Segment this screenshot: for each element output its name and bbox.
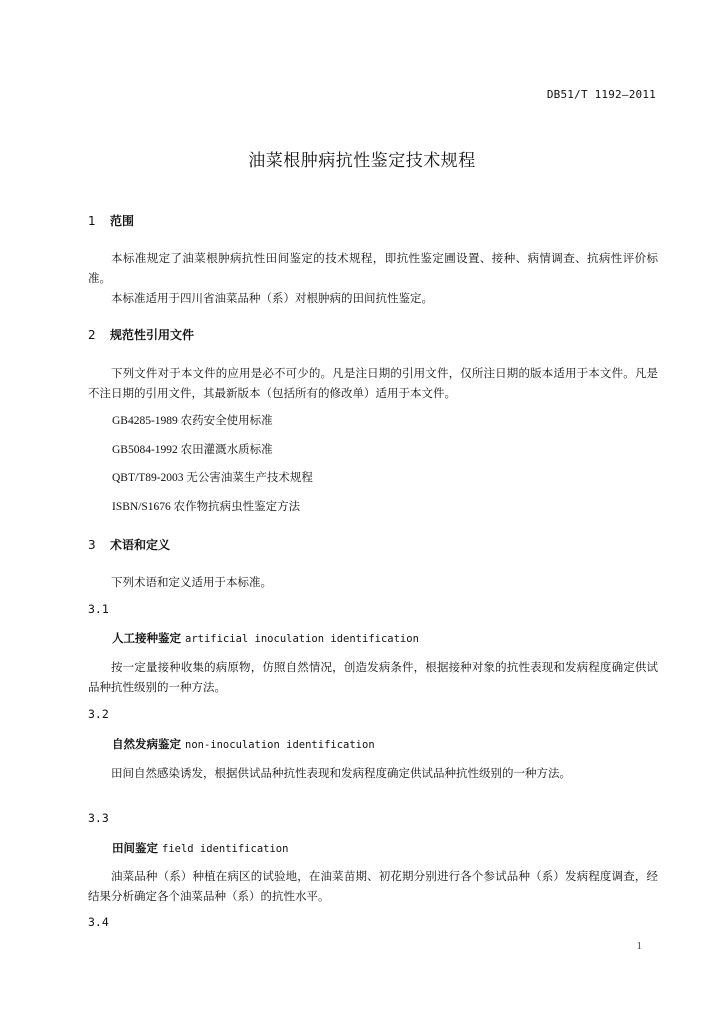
normative-references-paragraph: 下列文件对于本文件的应用是必不可少的。凡是注日期的引用文件，仅所注日期的版本适用于本文件。凡是不注日期的引用文件，其最新版本（包括所有的修改单）适用于本文件。 [88,366,658,400]
term-english: non-inoculation identification [185,739,375,751]
reference-item: GB5084-1992 农田灌溉水质标准 [112,444,273,456]
scope-paragraph-1: 本标准规定了油菜根肿病抗性田间鉴定的技术规程，即抗性鉴定圃设置、接种、病情调查、抗病性评价标准。 [88,251,658,285]
term-chinese: 田间鉴定 [112,841,158,855]
subsection-number: 3.1 [88,602,109,616]
term-english: artificial inoculation identification [185,633,419,645]
term-definition: 按一定量接种收集的病原物，仿照自然情况，创造发病条件，根据接种对象的抗性表现和发病程度确定供试品种抗性级别的一种方法。 [88,660,658,694]
standard-code: DB51/T 1192—2011 [546,88,656,101]
reference-item: ISBN/S1676 农作物抗病虫性鉴定方法 [112,501,301,513]
scope-paragraph-2: 本标准适用于四川省油菜品种（系）对根肿病的田间抗性鉴定。 [111,291,433,305]
page-number: 1 [636,940,642,952]
subsection-number: 3.2 [88,707,109,721]
reference-item: GB4285-1989 农药安全使用标准 [112,415,273,427]
section-number: 3 [88,538,96,552]
term-heading [112,840,288,856]
term-chinese: 自然发病鉴定 [112,737,181,751]
terms-intro-paragraph: 下列术语和定义适用于本标准。 [111,575,272,589]
document-title: 油菜根肿病抗性鉴定技术规程 [248,151,476,171]
section-title: 规范性引用文件 [110,328,195,342]
term-english: field identification [162,843,289,855]
reference-item: QBT/T89-2003 无公害油菜生产技术规程 [112,472,313,484]
section-title: 术语和定义 [110,538,171,552]
section-title: 范围 [110,214,135,228]
term-definition: 油菜品种（系）种植在病区的试验地，在油菜苗期、初花期分别进行各个参试品种（系）发病程度调查，经结果分析确定各个油菜品种（系）的抗性水平。 [88,869,658,903]
section-number: 2 [88,328,96,342]
term-definition: 田间自然感染诱发，根据供试品种抗性表现和发病程度确定供试品种抗性级别的一种方法。 [111,766,571,780]
subsection-number: 3.3 [88,811,109,825]
term-heading [112,630,419,646]
term-heading [112,736,375,752]
section-heading-1 [88,212,134,229]
section-heading-3 [88,536,170,553]
subsection-number: 3.4 [88,915,109,929]
section-number: 1 [88,214,96,228]
section-heading-2 [88,326,194,343]
term-chinese: 人工接种鉴定 [112,631,181,645]
